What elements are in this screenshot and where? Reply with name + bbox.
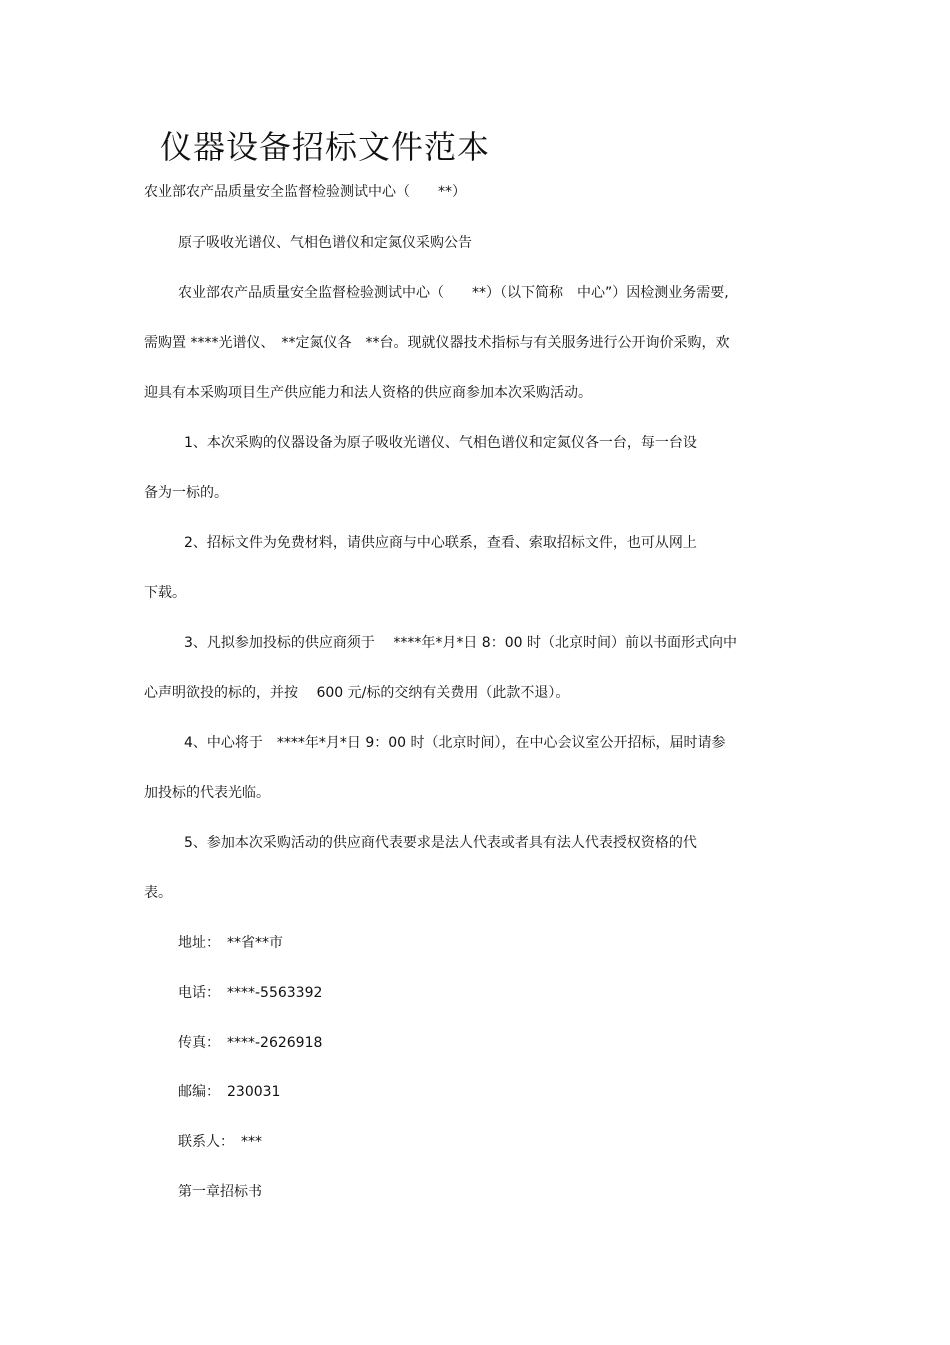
item-2-line-1: 2、招标文件为免费材料，请供应商与中心联系，查看、索取招标文件，也可从网上 (184, 535, 697, 551)
item-2-line-2: 下载。 (144, 585, 186, 601)
item-4-line-2: 加投标的代表光临。 (144, 785, 270, 801)
intro-line-2: 需购置 ****光谱仪、 **定氮仪各 **台。现就仪器技术指标与有关服务进行公开询价采购，欢 (144, 335, 730, 351)
contact-person: 联系人： *** (178, 1134, 262, 1150)
document-title: 仪器设备招标文件范本 (160, 128, 491, 166)
contact-postcode: 邮编： 230031 (178, 1084, 281, 1100)
notice-title: 原子吸收光谱仪、气相色谱仪和定氮仪采购公告 (178, 235, 472, 251)
item-1-line-2: 备为一标的。 (144, 485, 228, 501)
contact-address: 地址： **省**市 (178, 935, 283, 951)
intro-line-1: 农业部农产品质量安全监督检验测试中心（ **）（以下简称 中心”）因检测业务需要, (178, 285, 729, 301)
item-4-line-1: 4、中心将于 ****年*月*日 9：00 时（北京时间），在中心会议室公开招标，届时请参 (184, 735, 726, 751)
chapter-heading: 第一章招标书 (178, 1184, 262, 1200)
item-1-line-1: 1、本次采购的仪器设备为原子吸收光谱仪、气相色谱仪和定氮仪各一台，每一台设 (184, 435, 697, 451)
contact-phone: 电话： ****-5563392 (178, 985, 323, 1001)
intro-line-3: 迎具有本采购项目生产供应能力和法人资格的供应商参加本次采购活动。 (144, 385, 592, 401)
item-5-line-1: 5、参加本次采购活动的供应商代表要求是法人代表或者具有法人代表授权资格的代 (184, 835, 697, 851)
item-5-line-2: 表。 (144, 885, 172, 901)
item-3-line-1: 3、凡拟参加投标的供应商须于 ****年*月*日 8：00 时（北京时间）前以书面形式向中 (184, 635, 737, 651)
item-3-line-2: 心声明欲投的标的，并按 600 元/标的交纳有关费用（此款不退）。 (144, 685, 570, 701)
contact-fax: 传真： ****-2626918 (178, 1035, 323, 1051)
organization-line: 农业部农产品质量安全监督检验测试中心（ **） (144, 184, 466, 200)
